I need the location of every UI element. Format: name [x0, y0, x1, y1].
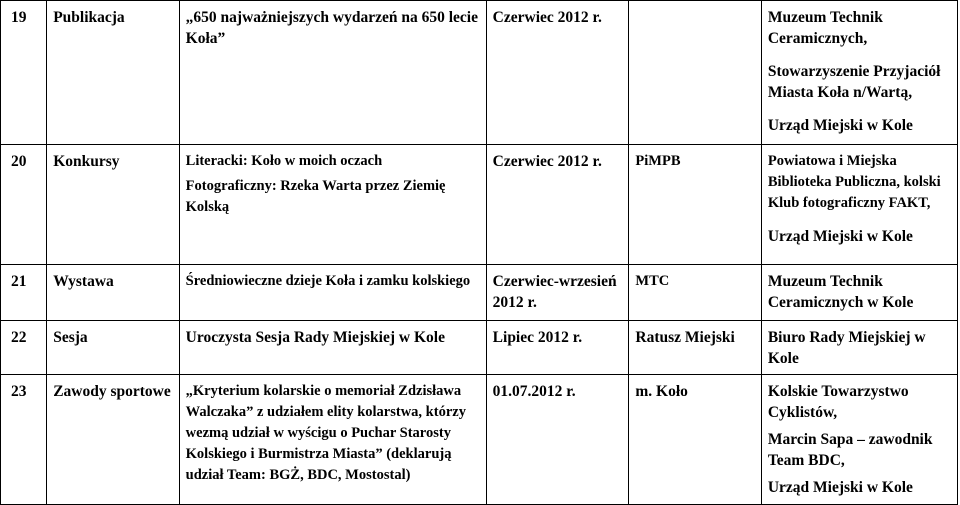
event-title-line: Literacki: Koło w moich oczach — [185, 153, 383, 169]
organizer: Urząd Miejski w Kole — [767, 479, 913, 496]
event-type: Wystawa — [47, 265, 179, 321]
event-title — [179, 1, 486, 145]
organizer: Muzeum Technik Ceramicznych w Kole — [767, 273, 914, 311]
event-organizers — [761, 265, 957, 321]
event-date: Czerwiec 2012 r. — [486, 145, 629, 265]
table-row — [1, 1, 958, 145]
organizer: Kolskie Towarzystwo Cyklistów, — [767, 383, 909, 421]
table-row — [1, 375, 958, 505]
organizer: Muzeum Technik Ceramicznych, — [767, 9, 883, 47]
event-title — [179, 375, 486, 505]
table-row — [1, 321, 958, 375]
table-row — [1, 145, 958, 265]
event-date: Lipiec 2012 r. — [486, 321, 629, 375]
event-type: Konkursy — [47, 145, 179, 265]
event-title-line: Fotograficzny: Rzeka Warta przez Ziemię Kolską — [185, 178, 446, 215]
event-organizers — [761, 321, 957, 375]
event-date: Czerwiec-wrzesień 2012 r. — [486, 265, 629, 321]
event-type: Zawody sportowe — [47, 375, 179, 505]
row-number: 23 — [1, 375, 47, 505]
event-place: Ratusz Miejski — [629, 321, 761, 375]
event-date: 01.07.2012 r. — [486, 375, 629, 505]
event-title-line: „Kryterium kolarskie o memoriał Zdzisława Walczaka” z udziałem elity kolarstwa, którzy wezmą udział w wyścigu o Puchar Starosty Kolskiego i Burmistrza Miasta” (deklarują udział Team: BGŻ, BDC, Mostostal) — [185, 383, 466, 483]
event-place: MTC — [629, 265, 761, 321]
table-row — [1, 265, 958, 321]
event-title — [179, 145, 486, 265]
organizer: Stowarzyszenie Przyjaciół Miasta Koła n/Wartą, — [767, 63, 941, 101]
organizer: Powiatowa i Miejska Biblioteka Publiczna, kolski Klub fotograficzny FAKT, — [767, 153, 941, 211]
organizer: Urząd Miejski w Kole — [767, 228, 913, 245]
event-organizers — [761, 145, 957, 265]
event-date: Czerwiec 2012 r. — [486, 1, 629, 145]
organizer: Biuro Rady Miejskiej w Kole — [767, 329, 926, 367]
event-type: Publikacja — [47, 1, 179, 145]
row-number: 20 — [1, 145, 47, 265]
organizer: Marcin Sapa – zawodnik Team BDC, — [767, 431, 933, 469]
event-title — [179, 321, 486, 375]
event-place — [629, 1, 761, 145]
event-title-line: Średniowieczne dzieje Koła i zamku kolskiego — [185, 273, 471, 289]
row-number: 21 — [1, 265, 47, 321]
event-title-line: „650 najważniejszych wydarzeń na 650 lecie Koła” — [185, 9, 478, 47]
row-number: 22 — [1, 321, 47, 375]
event-organizers — [761, 375, 957, 505]
event-title — [179, 265, 486, 321]
event-place: m. Koło — [629, 375, 761, 505]
row-number: 19 — [1, 1, 47, 145]
event-type: Sesja — [47, 321, 179, 375]
event-organizers — [761, 1, 957, 145]
event-place: PiMPB — [629, 145, 761, 265]
organizer: Urząd Miejski w Kole — [767, 117, 913, 134]
event-title-line: Uroczysta Sesja Rady Miejskiej w Kole — [185, 329, 445, 346]
